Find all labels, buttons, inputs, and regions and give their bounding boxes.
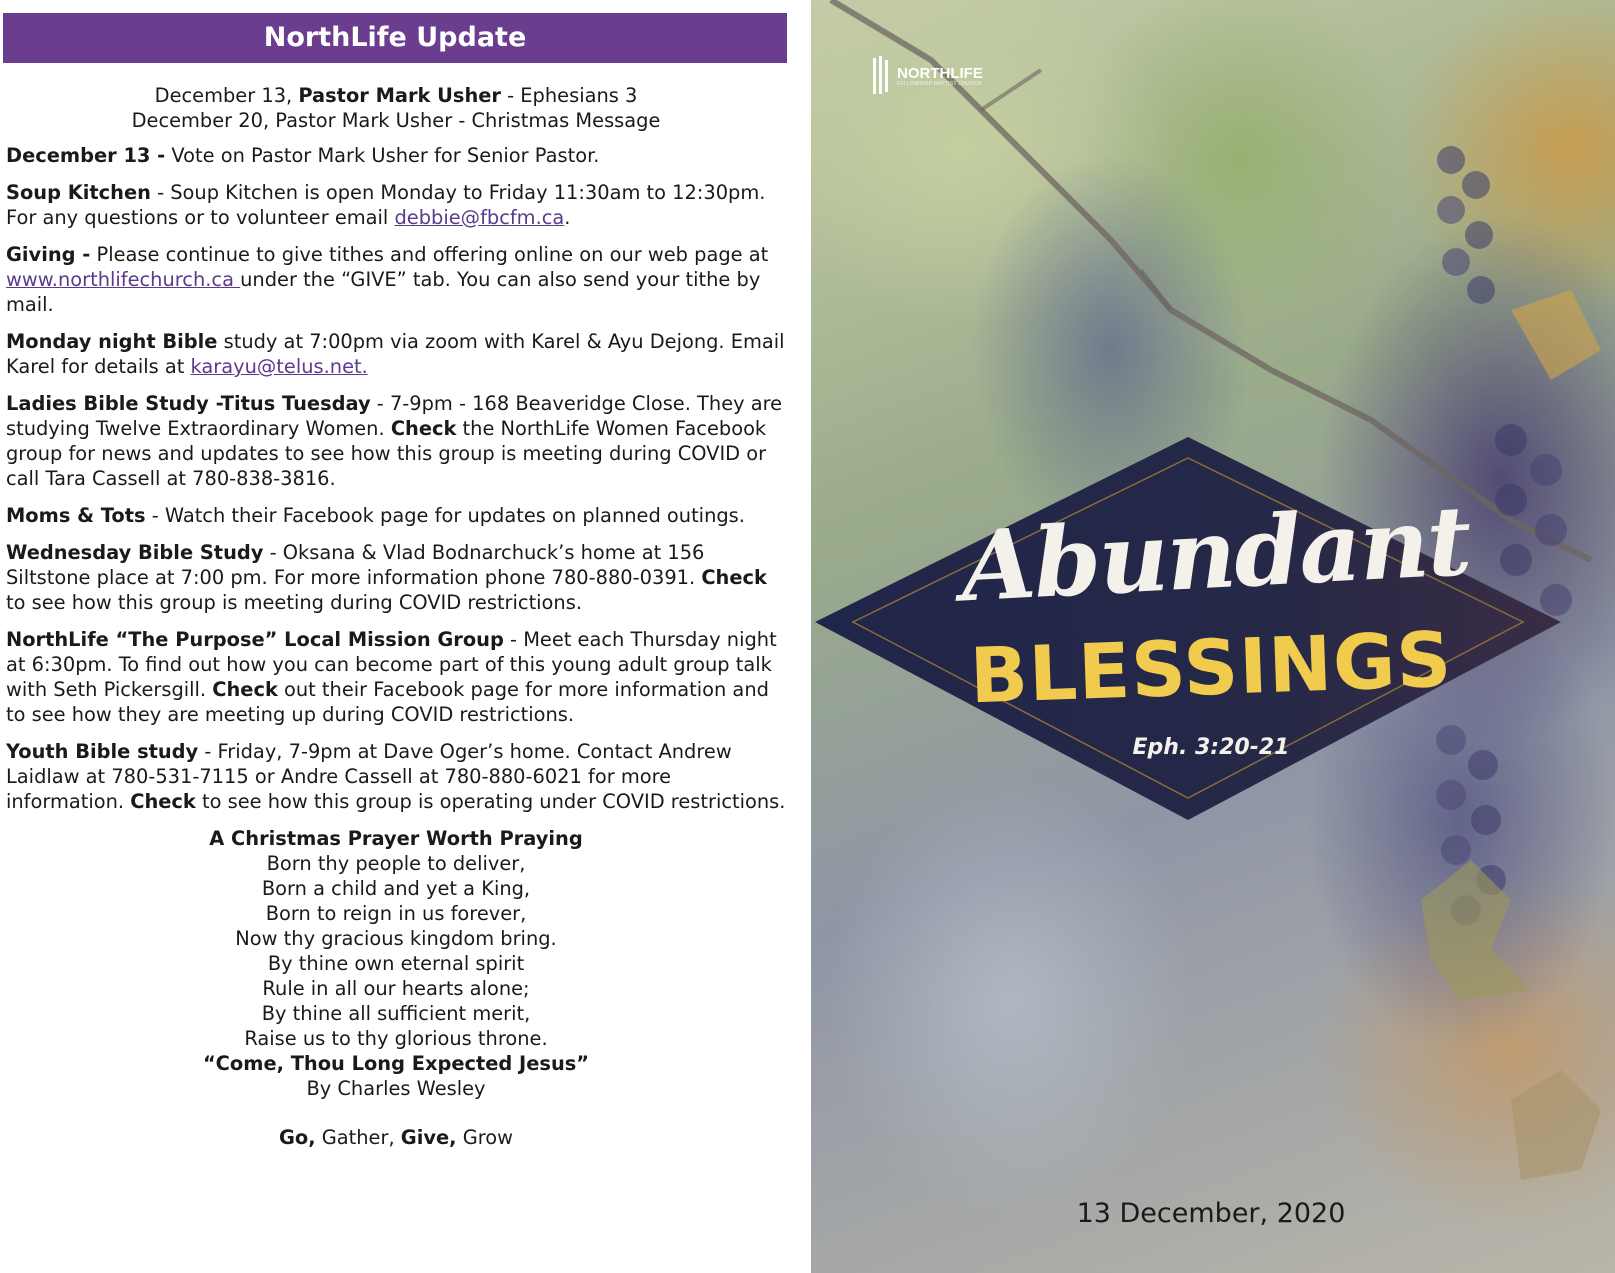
announcement-moms-tots — [6, 503, 786, 528]
announcement-text: - Oksana & Vlad Bodnarchuck’s home at 156 Siltstone place at 7:00 pm. For more information phone 780-880-0391. — [6, 541, 705, 589]
bulletin-cover-page — [811, 0, 1615, 1273]
logo-wordmark: NORTHLIFE — [897, 64, 983, 82]
announcement-giving — [6, 242, 786, 317]
prayer-line: Rule in all our hearts alone; — [262, 977, 530, 1000]
hymn-author: By Charles Wesley — [306, 1077, 486, 1100]
motto-word: Gather, — [315, 1126, 401, 1149]
logo-subtitle: FELLOWSHIP BAPTIST CHURCH — [897, 80, 982, 87]
check-label: Check — [212, 678, 278, 701]
announcement-text: - Soup Kitchen is open Monday to Friday 11:30am to 12:30pm. For any questions or to volunteer email — [6, 181, 766, 229]
vine-twig — [981, 70, 1171, 310]
logo-text — [897, 66, 983, 87]
prayer-line: Now thy gracious kingdom bring. — [235, 927, 557, 950]
cover-title-script: Abundant — [958, 484, 1473, 624]
prayer-line: Raise us to thy glorious throne. — [244, 1027, 548, 1050]
service-speaker: Pastor Mark Usher — [298, 84, 501, 107]
email-link[interactable]: karayu@telus.net. — [190, 355, 368, 378]
email-link[interactable]: debbie@fbcfm.ca — [394, 206, 565, 229]
announcement-text: study at 7:00pm via zoom with Karel & Ayu Dejong. Email Karel for details at — [6, 330, 785, 378]
announcement-text: - Meet each Thursday night at 6:30pm. To find out how you can become part of this young adult group talk with Seth Pickersgill. — [6, 628, 777, 701]
check-label: Check — [390, 417, 457, 440]
announcement-vote — [6, 143, 786, 168]
announcement-heading: Monday night Bible — [6, 330, 218, 353]
church-motto — [6, 1125, 786, 1150]
announcement-monday-bible — [6, 329, 786, 379]
prayer-line: By thine own eternal spirit — [267, 952, 525, 975]
prayer-line: Born to reign in us forever, — [265, 902, 527, 925]
announcement-ladies-bible — [6, 391, 786, 491]
announcement-text: Vote on Pastor Mark Usher for Senior Pastor. — [165, 144, 600, 167]
announcement-text: to see how this group is meeting during COVID restrictions. — [6, 591, 582, 614]
announcement-heading: Giving - — [6, 243, 91, 266]
service-line: December 20, Pastor Mark Usher - Christmas Message — [131, 109, 661, 132]
announcement-heading: Moms & Tots — [6, 504, 146, 527]
announcement-text: . — [564, 206, 571, 229]
announcement-text: Please continue to give tithes and offering online on our web page at — [90, 243, 769, 266]
announcement-text: out their Facebook page for more information and to see how they are meeting up during COVID restrictions. — [6, 678, 769, 726]
motto-word: Go, — [278, 1126, 316, 1149]
prayer-line: By thine all sufficient merit, — [261, 1002, 531, 1025]
check-label: Check — [130, 790, 196, 813]
service-date: December 13, — [154, 84, 299, 107]
announcement-heading: Ladies Bible Study -Titus Tuesday — [6, 392, 371, 415]
announcement-soup-kitchen — [6, 180, 786, 230]
prayer-line: Born thy people to deliver, — [266, 852, 526, 875]
christmas-prayer — [6, 826, 786, 1101]
announcement-heading: NorthLife “The Purpose” Local Mission Group — [6, 628, 504, 651]
announcement-text: under the “GIVE” tab. You can also send your tithe by mail. — [6, 268, 761, 316]
check-label: Check — [701, 566, 767, 589]
announcement-text: - 7-9pm - 168 Beaveridge Close. They are studying Twelve Extraordinary Women. — [6, 392, 783, 440]
announcement-heading: December 13 - — [6, 144, 166, 167]
scripture-reference: Eph. 3:20-21 — [1132, 735, 1290, 760]
announcement-wednesday-bible — [6, 540, 786, 615]
hymn-title: “Come, Thou Long Expected Jesus” — [202, 1052, 590, 1075]
announcement-heading: Youth Bible study — [6, 740, 199, 763]
cover-title-bold: BLESSINGS — [968, 614, 1454, 721]
announcement-heading: Soup Kitchen — [6, 181, 151, 204]
motto-word: Give, — [400, 1126, 457, 1149]
bulletin-date: 13 December, 2020 — [1076, 1198, 1346, 1229]
website-link[interactable]: www.northlifechurch.ca — [6, 268, 241, 291]
church-logo — [871, 54, 983, 98]
logo-icon — [871, 54, 893, 98]
prayer-title: A Christmas Prayer Worth Praying — [209, 827, 583, 850]
announcement-text: to see how this group is operating under COVID restrictions. — [195, 790, 786, 813]
service-schedule — [6, 83, 786, 133]
announcement-heading: Wednesday Bible Study — [6, 541, 264, 564]
prayer-line: Born a child and yet a King, — [261, 877, 531, 900]
announcement-youth-bible — [6, 739, 786, 814]
announcement-text: - Watch their Facebook page for updates on planned outings. — [145, 504, 745, 527]
announcement-mission-group — [6, 627, 786, 727]
service-topic: - Ephesians 3 — [500, 84, 638, 107]
announcement-text: the NorthLife Women Facebook group for news and updates to see how this group is meeting during COVID or call Tara Cassell at 780-838-3816. — [6, 417, 767, 490]
page-title: NorthLife Update — [3, 13, 787, 63]
motto-word: Grow — [456, 1126, 513, 1149]
announcements-column — [6, 83, 786, 1150]
service-line — [6, 83, 786, 108]
announcement-text: - Friday, 7-9pm at Dave Oger’s home. Contact Andrew Laidlaw at 780-531-7115 or Andre Cassell at 780-880-6021 for more information. — [6, 740, 732, 813]
